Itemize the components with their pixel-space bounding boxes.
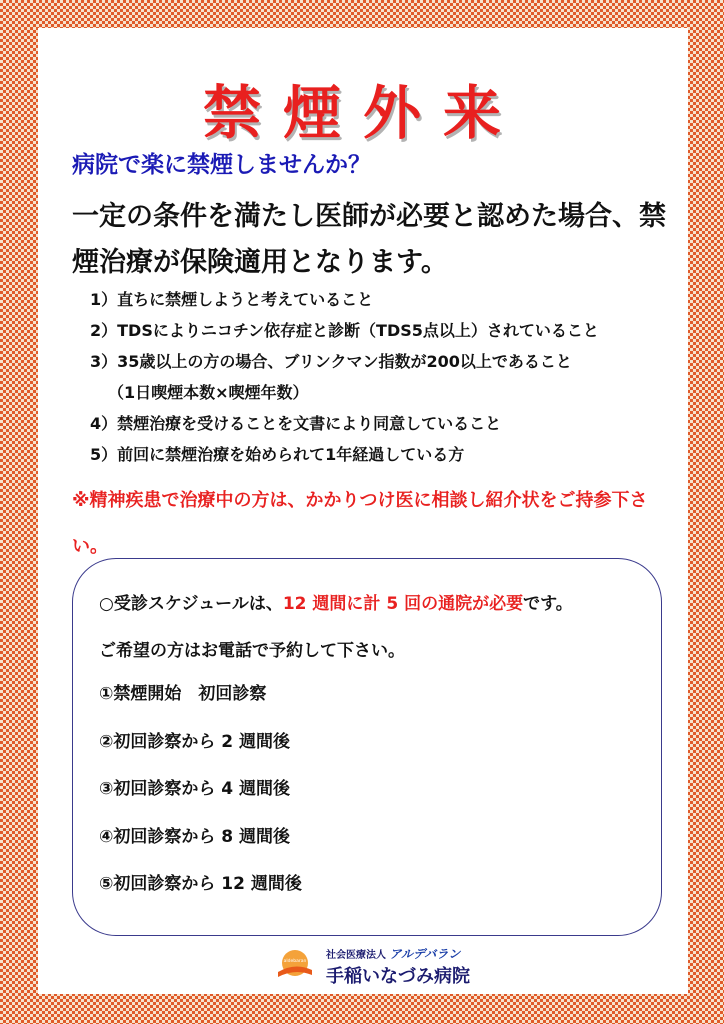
schedule-weeks: 12 週間に計 5 回の通院が必要 <box>282 594 524 614</box>
corp-brand: アルデバラン <box>389 947 461 961</box>
condition-item: 4）禁煙治療を受けることを文書により同意していること <box>90 414 502 433</box>
condition-item: 1）直ちに禁煙しようと考えていること <box>90 290 374 309</box>
hospital-name: 手稲いなづみ病院 <box>326 966 470 987</box>
condition-item: 5）前回に禁煙治療を始められて1年経過している方 <box>90 445 465 464</box>
schedule-intro <box>99 589 573 614</box>
schedule-step: ②初回診察から 2 週間後 <box>99 731 291 752</box>
schedule-box <box>72 558 662 936</box>
reservation-text: ご希望の方はお電話で予約して下さい。 <box>99 641 405 661</box>
schedule-suffix: です。 <box>523 594 573 614</box>
corp-name <box>326 945 460 962</box>
logo-wordmark: aldebaran <box>283 959 307 964</box>
corp-type: 社会医療法人 <box>326 950 386 961</box>
poster-subtitle: 病院で楽に禁煙しませんか？ <box>72 152 371 178</box>
conditions-list <box>90 284 670 470</box>
poster-title: 禁煙外来 <box>202 79 523 147</box>
condition-item-note: （1日喫煙本数×喫煙年数） <box>108 383 309 402</box>
schedule-step: ①禁煙開始 初回診察 <box>99 684 267 704</box>
referral-note: ※精神疾患で治療中の方は、かかりつけ医に相談し紹介状をご持参下さい。 <box>72 490 648 557</box>
poster-sheet <box>38 28 688 994</box>
condition-item: 3）35歳以上の方の場合、ブリンクマン指数が200以上であること <box>90 352 572 371</box>
schedule-prefix: ○受診スケジュールは、 <box>99 594 283 614</box>
hospital-logo-icon <box>276 948 314 982</box>
lead-text: 一定の条件を満たし医師が必要と認めた場合、禁煙治療が保険適用となります。 <box>72 201 666 278</box>
schedule-step: ⑤初回診察から 12 週間後 <box>99 874 302 894</box>
hospital-footer <box>276 940 536 990</box>
condition-item: 2）TDSによりニコチン依存症と診断（TDS5点以上）されていること <box>90 321 599 340</box>
schedule-step: ③初回診察から 4 週間後 <box>99 779 291 799</box>
schedule-steps <box>99 683 302 921</box>
schedule-step: ④初回診察から 8 週間後 <box>99 826 291 847</box>
